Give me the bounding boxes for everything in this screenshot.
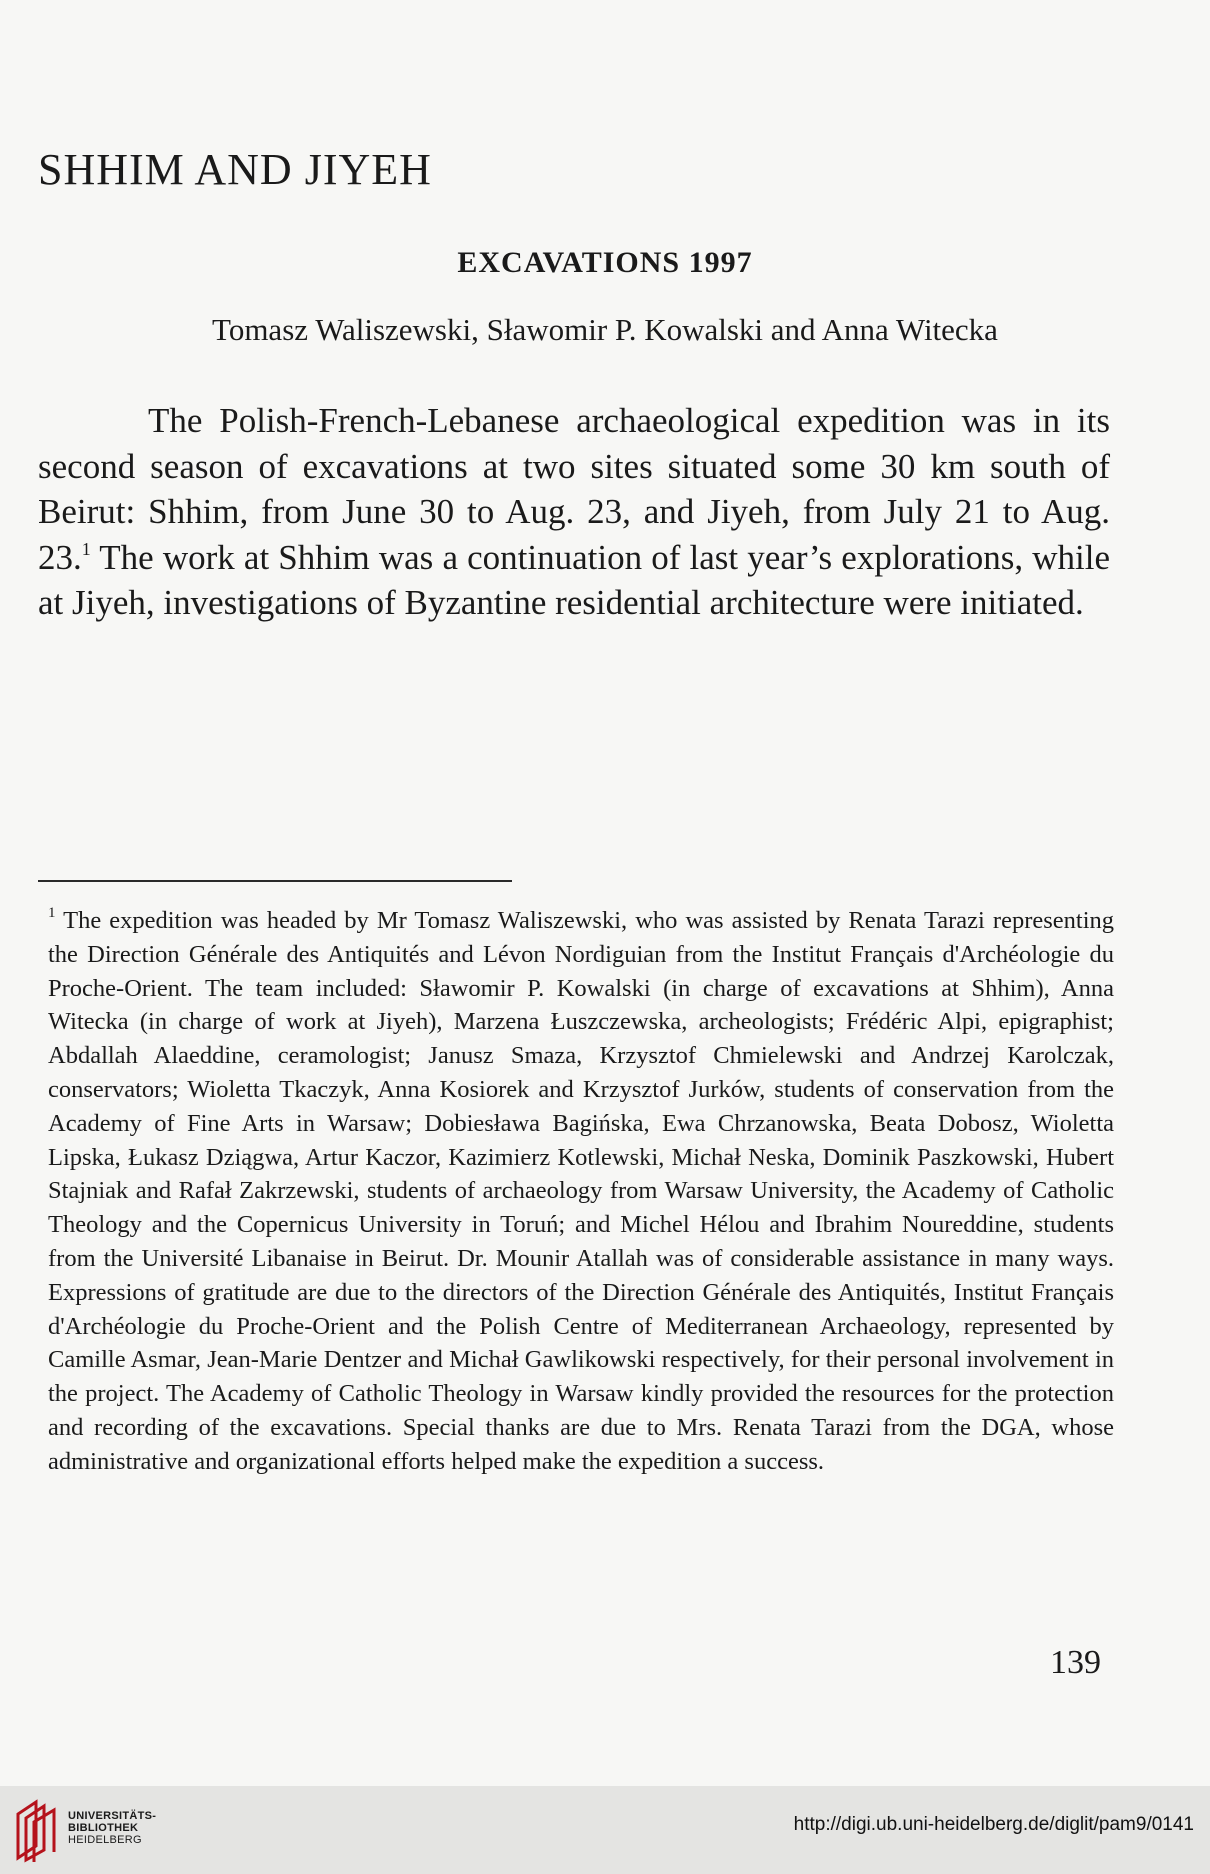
document-url-link[interactable]: http://digi.ub.uni-heidelberg.de/diglit/pam9/0141 [793, 1814, 1194, 1835]
authors-line: Tomasz Waliszewski, Sławomir P. Kowalski and Anna Witecka [212, 312, 998, 347]
footnote-marker: 1 [48, 905, 56, 921]
page-title: SHHIM AND JIYEH [38, 145, 432, 194]
page-number: 139 [1050, 1644, 1101, 1681]
section-subtitle: EXCAVATIONS 1997 [457, 246, 753, 279]
intro-text-part-1: The Polish-French-Lebanese archaeological expedition was in its second season of excavations at two sites situated some 30 km south of Beirut: Shhim, from June 30 to Aug. 23, and Jiyeh, from July 21 to Aug. 23. [38, 401, 1110, 577]
intro-text-part-2: The work at Shhim was a continuation of last year’s explorations, while at Jiyeh, investigations of Byzantine residential architecture were initiated. [38, 537, 1110, 622]
library-logo-icon[interactable] [14, 1798, 60, 1864]
library-name-line-1: UNIVERSITÄTS- [68, 1810, 157, 1822]
intro-paragraph [38, 398, 1110, 626]
footnote-reference[interactable]: 1 [81, 538, 91, 559]
library-footer [0, 1786, 1210, 1874]
library-name-line-3: HEIDELBERG [68, 1834, 142, 1846]
library-name-line-2: BIBLIOTHEK [68, 1822, 139, 1834]
footnote-divider [38, 880, 512, 882]
footnote-text: The expedition was headed by Mr Tomasz Waliszewski, who was assisted by Renata Tarazi representing the Direction Générale des Antiquités and Lévon Nordiguian from the Institut Français d'Archéologie du Proche-Orient. The team included: Sławomir P. Kowalski (in charge of excavations at Shhim), Anna Witecka (in charge of work at Jiyeh), Marzena Łuszczewska, archeologists; Frédéric Alpi, epigraphist; Abdallah Alaeddine, ceramologist; Janusz Smaza, Krzysztof Chmielewski and Andrzej Karolczak, conservators; Wioletta Tkaczyk, Anna Kosiorek and Krzysztof Jurków, students of conservation from the Academy of Fine Arts in Warsaw; Dobiesława Bagińska, Ewa Chrzanowska, Beata Dobosz, Wioletta Lipska, Łukasz Dziągwa, Artur Kaczor, Kazimierz Kotlewski, Michał Neska, Dominik Paszkowski, Hubert Stajniak and Rafał Zakrzewski, students of archaeology from Warsaw University, the Academy of Catholic Theology and the Copernicus University in Toruń; and Michel Hélou and Ibrahim Noureddine, students from the Université Libanaise in Beirut. Dr. Mounir Atallah was of considerable assistance in many ways. Expressions of gratitude are due to the directors of the Direction Générale des Antiquités, Institut Français d'Archéologie du Proche-Orient and the Polish Centre of Mediterranean Archaeology, represented by Camille Asmar, Jean-Marie Dentzer and Michał Gawlikowski respectively, for their personal involvement in the project. The Academy of Catholic Theology in Warsaw kindly provided the resources for the protection and recording of the excavations. Special thanks are due to Mrs. Renata Tarazi from the DGA, whose administrative and organizational efforts helped make the expedition a success. [48, 907, 1114, 1475]
library-name [68, 1810, 156, 1846]
footnote [48, 904, 1114, 1479]
